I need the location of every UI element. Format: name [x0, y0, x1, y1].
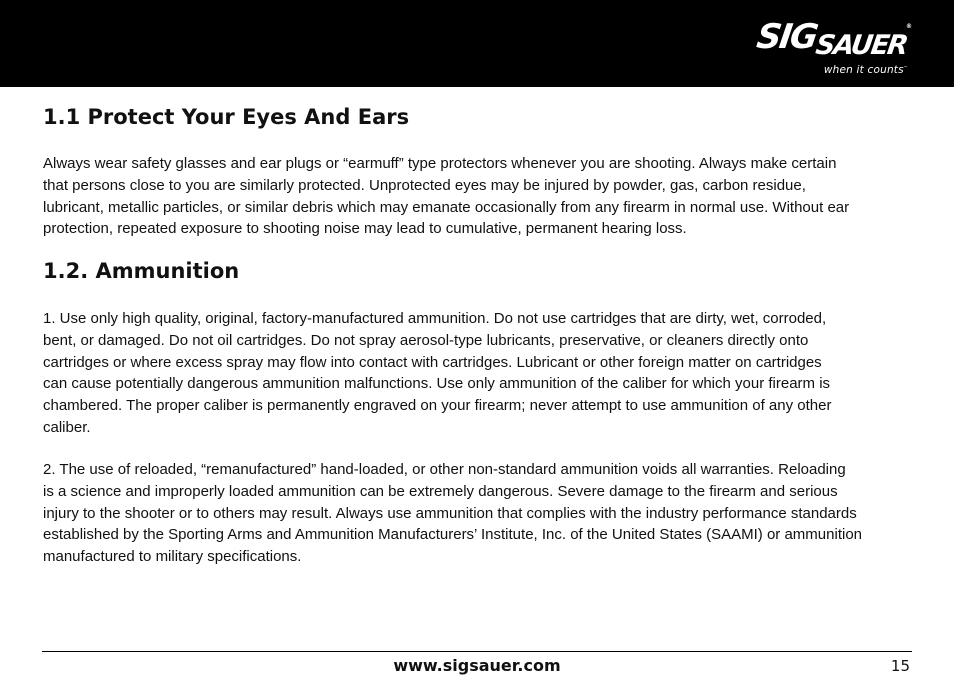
section-heading-eyes-ears: 1.1 Protect Your Eyes And Ears — [43, 105, 410, 129]
section-heading-ammunition: 1.2. Ammunition — [43, 259, 240, 283]
page-number: 15 — [890, 657, 910, 675]
logo-sauer-text: SAUER — [813, 30, 909, 61]
text-line: 1. Use only high quality, original, factory-manufactured ammunition. Do not use cartridges that are dirty, wet, corroded, — [43, 310, 827, 327]
footer-divider — [42, 651, 912, 652]
paragraph-eyes-ears — [43, 153, 918, 240]
text-line: injury to the shooter or to others may result. Always use ammunition that complies with the industry performance standards — [43, 504, 857, 522]
text-line: Always wear safety glasses and ear plugs or “earmuff” type protectors whenever you are shooting. Always make certain — [43, 155, 837, 172]
text-line: caliber. — [43, 418, 91, 436]
text-line: protection, repeated exposure to shooting noise may lead to cumulative, permanent hearing loss. — [43, 220, 687, 238]
paragraph-ammunition-1 — [43, 308, 918, 439]
paragraph-ammunition-2 — [43, 459, 918, 568]
logo-tagline — [824, 64, 908, 76]
registered-mark: ® — [906, 23, 912, 30]
text-line: can cause potentially dangerous ammunition malfunctions. Use only ammunition of the caliber for which your firearm is — [43, 375, 831, 393]
text-line: manufactured to military specifications. — [43, 548, 302, 566]
text-line: cartridges or where excess spray may flow into contact with cartridges. Lubricant or other foreign matter on cartridges — [43, 353, 822, 371]
text-line: bent, or damaged. Do not oil cartridges. Do not spray aerosol-type lubricants, preservative, or cleaners directly onto — [43, 331, 809, 349]
header-bar — [0, 0, 954, 87]
sig-sauer-logo — [753, 17, 912, 76]
text-line: is a science and improperly loaded ammunition can be extremely dangerous. Severe damage to the firearm and serious — [43, 482, 838, 500]
text-line: that persons close to you are similarly protected. Unprotected eyes may be injured by powder, gas, carbon residue, — [43, 176, 806, 194]
text-line: chambered. The proper caliber is permanently engraved on your firearm; never attempt to use ammunition of any other — [43, 397, 832, 415]
text-line: lubricant, metallic particles, or similar debris which may emanate occasionally from any firearm in normal use. Without ear — [43, 198, 850, 216]
logo-tagline-text: when it counts — [823, 64, 904, 76]
text-line: established by the Sporting Arms and Ammunition Manufacturers’ Institute, Inc. of the United States (SAAMI) or ammunition — [43, 526, 863, 544]
trademark-mark: ™ — [903, 65, 908, 70]
logo-wordmark — [753, 17, 912, 61]
footer-website-link[interactable]: www.sigsauer.com — [393, 656, 561, 675]
text-line: 2. The use of reloaded, “remanufactured” hand-loaded, or other non-standard ammunition voids all warranties. Reloading — [43, 461, 846, 478]
logo-sig-text: SIG — [753, 17, 819, 57]
